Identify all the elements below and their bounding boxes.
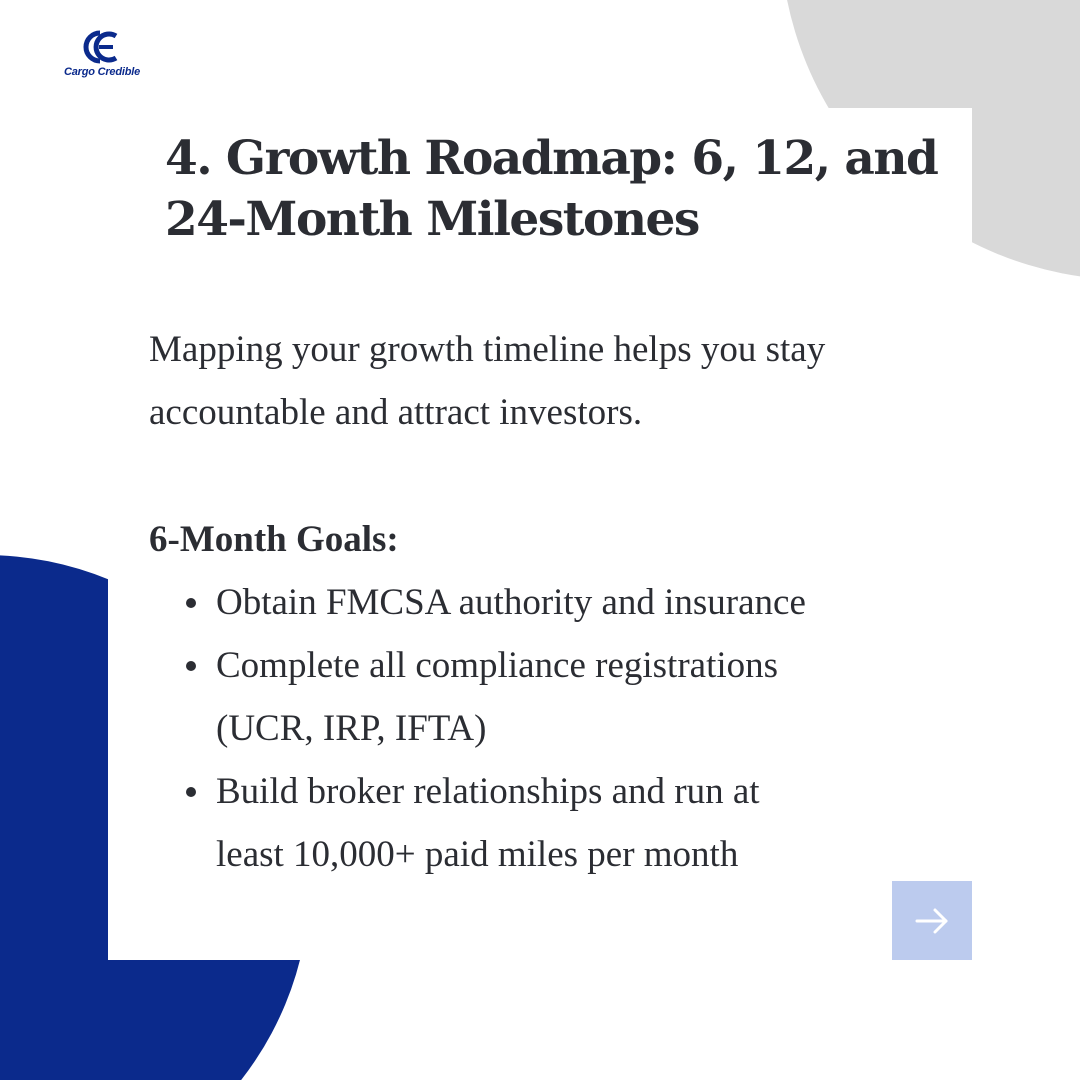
brand-logo[interactable] [52,30,152,82]
list-item-text: Complete all compliance registrations [216,645,779,686]
title-line: 24-Month Milestones [165,192,699,247]
intro-paragraph [149,318,969,444]
arrow-right-icon [914,903,950,939]
list-item [216,760,936,886]
bullet-icon [186,787,196,797]
cargo-credible-logo-icon [80,30,124,64]
next-slide-button[interactable] [892,881,972,960]
goals-heading: 6-Month Goals: [149,519,399,560]
page-title [165,128,945,250]
brand-name: Cargo Credible [63,66,141,78]
list-item-text: least 10,000+ paid miles per month [216,834,739,875]
list-item [216,634,936,760]
intro-line: Mapping your growth timeline helps you stay [149,329,826,370]
intro-line: accountable and attract investors. [149,392,643,433]
bullet-icon [186,598,196,608]
goals-list [216,571,936,886]
list-item-text: Build broker relationships and run at [216,771,760,812]
list-item-text: (UCR, IRP, IFTA) [216,708,487,749]
title-line: 4. Growth Roadmap: 6, 12, and [165,131,938,186]
list-item-text: Obtain FMCSA authority and insurance [216,582,806,623]
bullet-icon [186,661,196,671]
list-item [216,571,936,634]
